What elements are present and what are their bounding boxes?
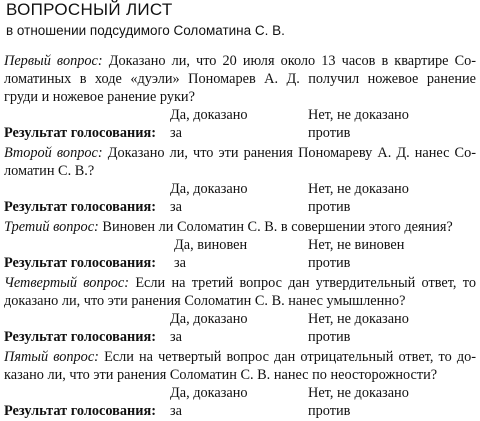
question-4-yes-option: Да, доказано bbox=[170, 311, 248, 327]
question-5-label: Пятый вопрос: bbox=[4, 349, 99, 365]
question-1-vote-label: Результат голосования: bbox=[4, 125, 156, 141]
page-subtitle: в отношении подсудимого Соломатина С. В. bbox=[6, 23, 285, 38]
question-5-no-option: Нет, не доказано bbox=[308, 385, 409, 401]
question-3-label: Третий вопрос: bbox=[4, 219, 99, 235]
question-4-line-2: доказано ли, что эти ранения Соломатин С. В. нанес умышленно? bbox=[4, 293, 406, 309]
question-3-no-option: Нет, не виновен bbox=[308, 237, 405, 253]
question-5-vote-for: за bbox=[170, 403, 182, 419]
question-4-label: Четвертый вопрос: bbox=[4, 275, 130, 291]
question-2-line-2: ломатин С. В.? bbox=[4, 163, 95, 179]
question-2-no-option: Нет, не доказано bbox=[308, 181, 409, 197]
question-4-no-option: Нет, не доказано bbox=[308, 311, 409, 327]
question-1-no-option: Нет, не доказано bbox=[308, 107, 409, 123]
question-4-vote-against: против bbox=[308, 329, 351, 345]
question-1-line-2: ломатиных в ходе «дуэли» Пономарев А. Д. получил ножевое ранение bbox=[4, 71, 476, 87]
question-2-vote-for: за bbox=[170, 199, 182, 215]
question-1-vote-for: за bbox=[170, 125, 182, 141]
question-2-line-1: Второй вопрос: Доказано ли, что эти ранения Пономареву А. Д. нанес Со- bbox=[4, 145, 477, 161]
page-title: ВОПРОСНЫЙ ЛИСТ bbox=[6, 0, 173, 19]
question-2-label: Второй вопрос: bbox=[4, 145, 103, 161]
question-3-yes-option: Да, виновен bbox=[174, 237, 248, 253]
question-1-line-1: Первый вопрос: Доказано ли, что 20 июля около 13 часов в квартире Со- bbox=[4, 53, 477, 69]
question-5-yes-option: Да, доказано bbox=[170, 385, 248, 401]
question-2-vote-label: Результат голосования: bbox=[4, 199, 156, 215]
question-5-vote-against: против bbox=[308, 403, 351, 419]
question-3-line-1: Третий вопрос: Виновен ли Соломатин С. В. в совершении этого деяния? bbox=[4, 219, 453, 235]
question-2-vote-against: против bbox=[308, 199, 351, 215]
question-4-vote-label: Результат голосования: bbox=[4, 329, 156, 345]
question-5-line-1: Пятый вопрос: Если на четвертый вопрос дан отрицательный ответ, то до- bbox=[4, 349, 477, 365]
question-3-vote-label: Результат голосования: bbox=[4, 255, 156, 271]
question-5-vote-label: Результат голосования: bbox=[4, 403, 156, 419]
question-1-vote-against: против bbox=[308, 125, 351, 141]
question-2-yes-option: Да, доказано bbox=[170, 181, 248, 197]
question-4-line-1: Четвертый вопрос: Если на третий вопрос дан утвердительный ответ, то bbox=[4, 275, 477, 291]
question-1-line-3: груди и ножевое ранение руки? bbox=[4, 89, 195, 105]
question-1-label: Первый вопрос: bbox=[4, 53, 103, 69]
question-5-line-2: казано ли, что эти ранения Соломатин С. В. нанес по неосторожности? bbox=[4, 367, 438, 383]
question-3-vote-against: против bbox=[308, 255, 351, 271]
question-3-vote-for: за bbox=[174, 255, 186, 271]
question-1-yes-option: Да, доказано bbox=[170, 107, 248, 123]
question-4-vote-for: за bbox=[170, 329, 182, 345]
